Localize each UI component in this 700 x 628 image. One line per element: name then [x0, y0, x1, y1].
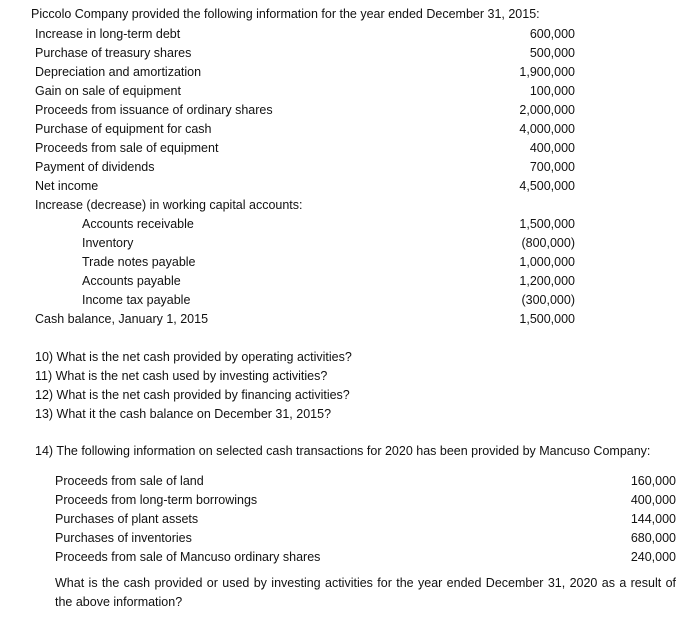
- part1-row-amount: 600,000: [529, 27, 575, 41]
- part1-row-amount: 700,000: [529, 160, 575, 174]
- part2-row-amount: 160,000: [630, 474, 676, 488]
- part1-row-amount: 2,000,000: [519, 103, 575, 117]
- part2-row-label: Proceeds from sale of Mancuso ordinary shares: [55, 550, 321, 564]
- cash-balance-amount: 1,500,000: [519, 312, 575, 326]
- question-10: 10) What is the net cash provided by operating activities?: [35, 350, 352, 364]
- question-11: 11) What is the net cash used by investing activities?: [35, 369, 328, 383]
- wc-row-amount: (800,000): [521, 236, 575, 250]
- question-14-text: What is the cash provided or used by investing activities for the year ended December 31, 2020 as a result of the above information?: [55, 576, 676, 609]
- part2-row-amount: 144,000: [630, 512, 676, 526]
- wc-row-amount: 1,200,000: [519, 274, 575, 288]
- wc-row-label: Income tax payable: [82, 293, 191, 307]
- wc-row-amount: 1,000,000: [519, 255, 575, 269]
- part2-row-label: Proceeds from sale of land: [55, 474, 204, 488]
- wc-row-label: Accounts payable: [82, 274, 181, 288]
- part2-row-amount: 400,000: [630, 493, 676, 507]
- wc-row-label: Accounts receivable: [82, 217, 194, 231]
- part1-row-label: Payment of dividends: [35, 160, 155, 174]
- wc-row-amount: 1,500,000: [519, 217, 575, 231]
- part1-row-label: Increase in long-term debt: [35, 27, 181, 41]
- wc-row-label: Trade notes payable: [82, 255, 196, 269]
- part1-row-amount: 4,000,000: [519, 122, 575, 136]
- part2-row-label: Proceeds from long-term borrowings: [55, 493, 258, 507]
- wc-row-label: Inventory: [82, 236, 134, 250]
- part1-row-label: Purchase of equipment for cash: [35, 122, 212, 136]
- part1-row-amount: 4,500,000: [519, 179, 575, 193]
- part1-row-label: Gain on sale of equipment: [35, 84, 181, 98]
- part1-row-label: Purchase of treasury shares: [35, 46, 192, 60]
- working-capital-heading: Increase (decrease) in working capital accounts:: [35, 198, 303, 212]
- part1-row-label: Proceeds from sale of equipment: [35, 141, 219, 155]
- part1-row-amount: 400,000: [529, 141, 575, 155]
- part2-row-label: Purchases of plant assets: [55, 512, 199, 526]
- part1-row-label: Depreciation and amortization: [35, 65, 202, 79]
- part1-row-label: Proceeds from issuance of ordinary shares: [35, 103, 273, 117]
- part1-row-amount: 100,000: [529, 84, 575, 98]
- part2-row-amount: 680,000: [630, 531, 676, 545]
- part1-row-label: Net income: [35, 179, 99, 193]
- part1-row-amount: 500,000: [529, 46, 575, 60]
- question-13: 13) What it the cash balance on December 31, 2015?: [35, 407, 332, 421]
- question-14-heading: 14) The following information on selected cash transactions for 2020 has been provided by Mancuso Company:: [35, 444, 651, 458]
- part2-row-amount: 240,000: [630, 550, 676, 564]
- cash-balance-label: Cash balance, January 1, 2015: [35, 312, 209, 326]
- question-12: 12) What is the net cash provided by financing activities?: [35, 388, 350, 402]
- wc-row-amount: (300,000): [521, 293, 575, 307]
- part2-row-label: Purchases of inventories: [55, 531, 192, 545]
- part1-heading: Piccolo Company provided the following information for the year ended December 31, 2015:: [31, 7, 540, 21]
- part1-row-amount: 1,900,000: [519, 65, 575, 79]
